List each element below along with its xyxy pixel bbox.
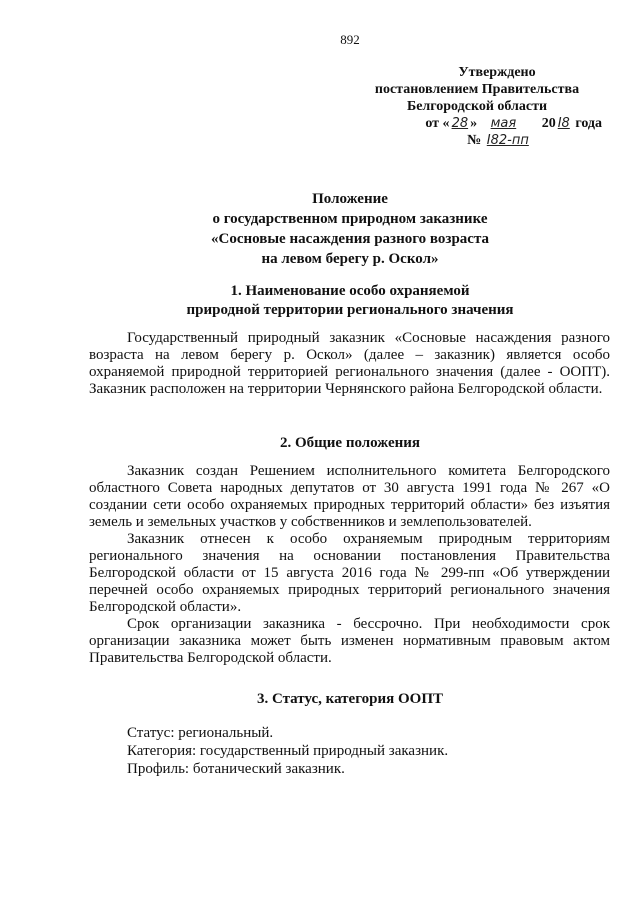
approval-date bbox=[352, 115, 602, 132]
section-1-paragraph: Государственный природный заказник «Сосновые насаждения разного возраста на левом берегу р. Оскол» (далее – заказник) является особо охраняемой природной территорией регионального значения (далее - ООПТ). Заказник расположен на территории Чернянского района Белгородской области. bbox=[89, 330, 610, 397]
approval-number bbox=[352, 132, 602, 149]
date-day: 28 bbox=[451, 116, 469, 131]
date-month: мая bbox=[490, 116, 517, 131]
approval-line-1: Утверждено bbox=[458, 65, 536, 80]
date-prefix: от « bbox=[425, 116, 450, 131]
category-line: Категория: государственный природный заказник. bbox=[127, 743, 449, 759]
date-quote: » bbox=[470, 116, 478, 131]
section-1-heading-line-1: 1. Наименование особо охраняемой bbox=[230, 283, 470, 299]
section-2-body bbox=[89, 463, 610, 667]
approval-line-2: постановлением Правительства bbox=[374, 82, 580, 97]
section-1-heading-line-2: природной территории регионального значения bbox=[186, 302, 514, 318]
section-2-paragraph-3: Срок организации заказника - бессрочно. При необходимости срок организации заказника может быть изменен нормативным правовым актом Правительства Белгородской области. bbox=[89, 616, 610, 666]
document-title bbox=[180, 189, 520, 269]
section-2-heading: 2. Общие положения bbox=[279, 435, 421, 451]
date-year-prefix: 20 bbox=[541, 116, 556, 131]
number-value: I82-пп bbox=[486, 133, 529, 148]
date-year-suffix: I8 bbox=[557, 116, 570, 131]
section-1-body bbox=[89, 330, 610, 398]
approval-stamp bbox=[352, 64, 602, 149]
title-line-3: «Сосновые насаждения разного возраста bbox=[210, 231, 489, 247]
title-line-1: Положение bbox=[312, 191, 388, 207]
approval-line-3: Белгородской области bbox=[406, 99, 548, 114]
number-prefix: № bbox=[467, 133, 482, 148]
title-line-4: на левом берегу р. Оскол» bbox=[261, 251, 439, 267]
section-3-list bbox=[127, 724, 607, 778]
section-1-heading bbox=[110, 282, 590, 320]
date-suffix: года bbox=[575, 116, 602, 131]
section-2-paragraph-2: Заказник отнесен к особо охраняемым природным территориям регионального значения на основании постановления Правительства Белгородской области от 15 августа 2016 года № 299-пп «Об утверждении перечней особо охраняемых природных территорий регионального значения Белгородской области». bbox=[89, 531, 610, 615]
section-3-heading: 3. Статус, категория ООПТ bbox=[256, 691, 443, 707]
page-number: 892 bbox=[340, 32, 360, 47]
status-line: Статус: региональный. bbox=[127, 725, 274, 741]
title-line-2: о государственном природном заказнике bbox=[212, 211, 488, 227]
profile-line: Профиль: ботанический заказник. bbox=[127, 761, 345, 777]
section-2-paragraph-1: Заказник создан Решением исполнительного комитета Белгородского областного Совета народных депутатов от 30 августа 1991 года № 267 «О создании сети особо охраняемых природных территорий области» без изъятия земель и земельных участков у собственников и землепользователей. bbox=[89, 463, 610, 530]
